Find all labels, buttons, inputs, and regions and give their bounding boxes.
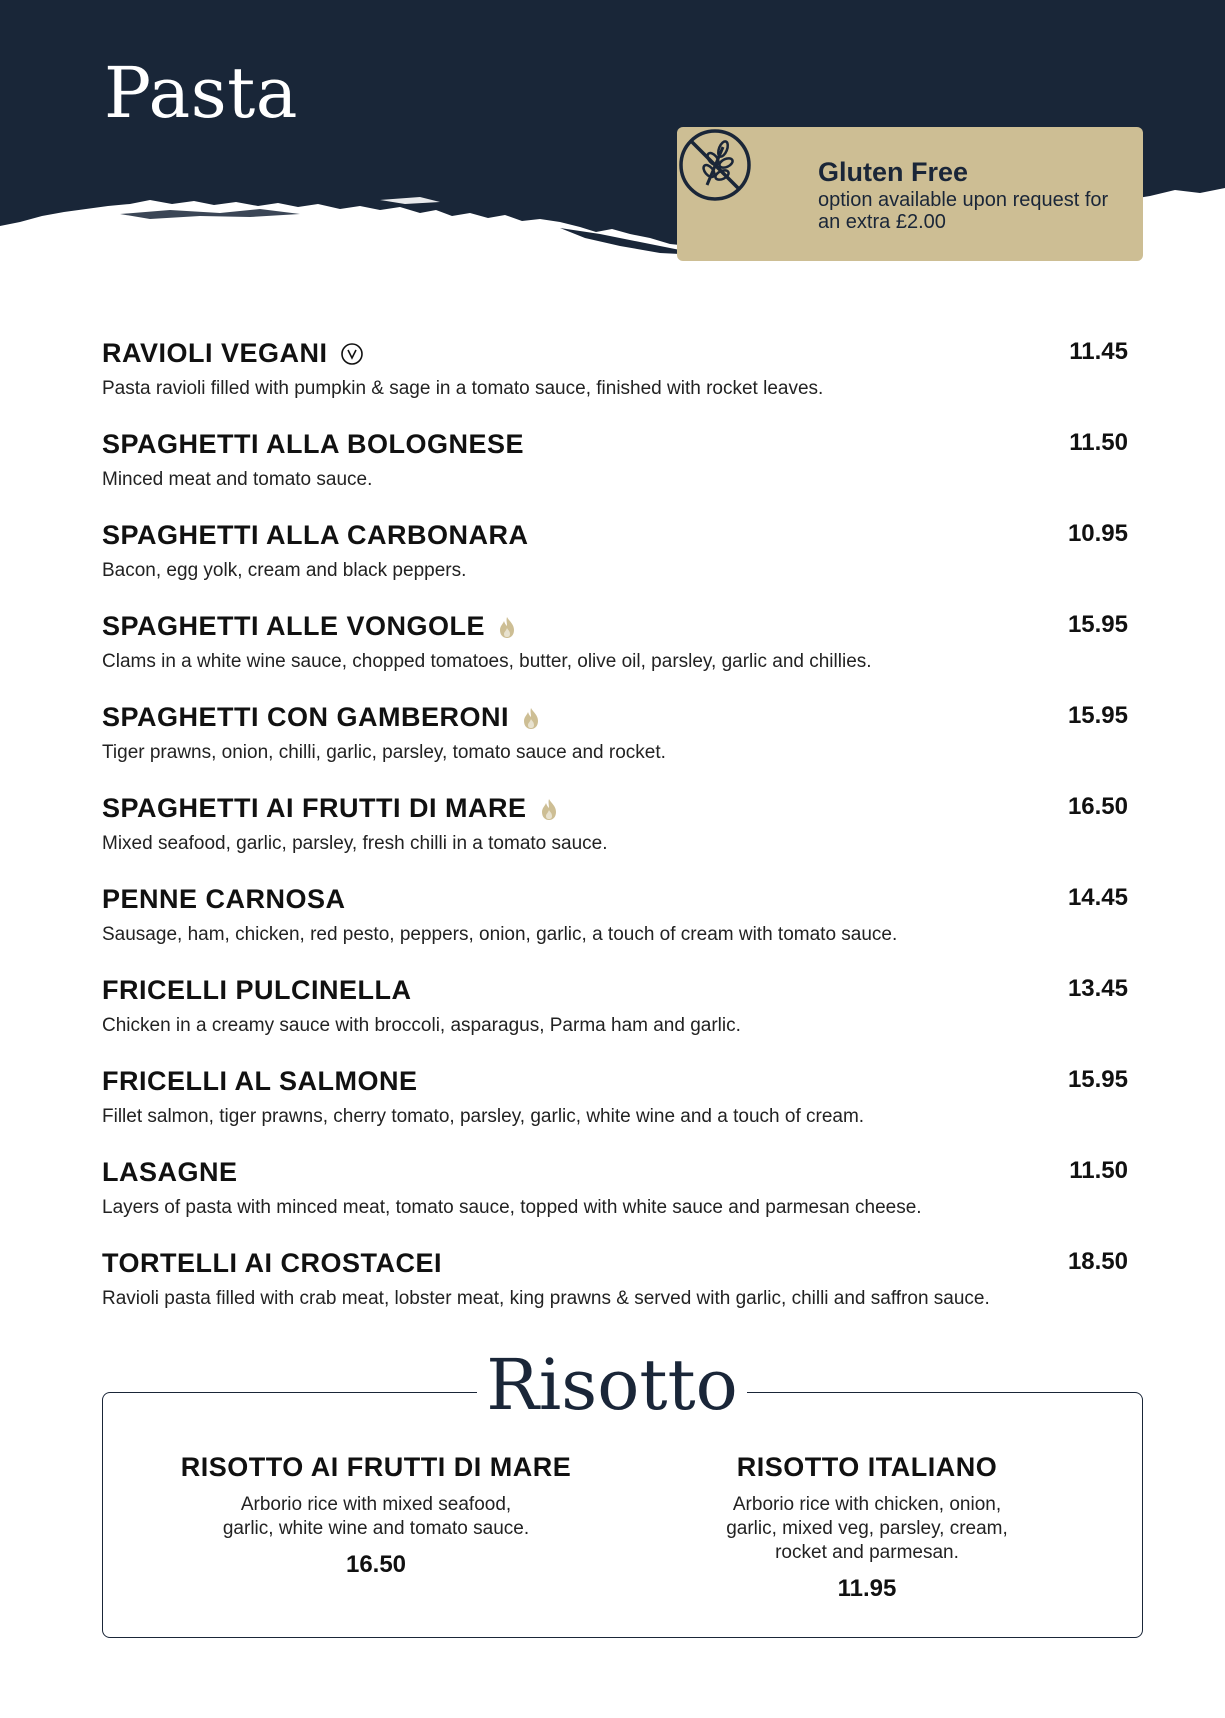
menu-item-price: 10.95 xyxy=(1067,520,1128,547)
menu-item-name: SPAGHETTI ALLE VONGOLE xyxy=(102,611,486,641)
menu-item-price: 11.45 xyxy=(1069,338,1128,365)
vegetarian-icon xyxy=(340,342,364,366)
menu-item-description: Mixed seafood, garlic, parsley, fresh chilli in a tomato sauce. xyxy=(102,833,608,854)
menu-item xyxy=(102,429,1128,520)
menu-item-price: 16.50 xyxy=(1067,793,1128,820)
chilli-flame-icon xyxy=(521,706,541,730)
gluten-free-title: Gluten Free xyxy=(818,157,969,187)
menu-item xyxy=(102,338,1128,429)
risotto-item-name: RISOTTO ITALIANO xyxy=(736,1452,998,1482)
menu-item xyxy=(102,1248,1128,1339)
menu-item xyxy=(102,1066,1128,1157)
pasta-menu-list xyxy=(102,338,1128,1339)
chilli-flame-icon xyxy=(497,615,517,639)
menu-item xyxy=(102,611,1128,702)
menu-item-name: SPAGHETTI AI FRUTTI DI MARE xyxy=(102,793,527,823)
menu-item-description: Pasta ravioli filled with pumpkin & sage in a tomato sauce, finished with rocket leaves. xyxy=(102,378,824,399)
menu-item xyxy=(102,884,1128,975)
risotto-title: Risotto xyxy=(477,1344,747,1426)
risotto-item-name: RISOTTO AI FRUTTI DI MARE xyxy=(180,1452,572,1482)
menu-item-price: 15.95 xyxy=(1067,1066,1128,1093)
menu-item-description: Ravioli pasta filled with crab meat, lobster meat, king prawns & served with garlic, chilli and saffron sauce. xyxy=(102,1288,990,1309)
menu-item-price: 13.45 xyxy=(1067,975,1128,1002)
menu-item-name: PENNE CARNOSA xyxy=(102,884,346,914)
menu-item xyxy=(102,975,1128,1066)
risotto-item xyxy=(627,1452,1107,1603)
risotto-item-price: 11.95 xyxy=(837,1575,897,1602)
menu-item-name: SPAGHETTI ALLA CARBONARA xyxy=(102,520,529,550)
menu-item-description: Chicken in a creamy sauce with broccoli, asparagus, Parma ham and garlic. xyxy=(102,1015,741,1036)
menu-item-price: 15.95 xyxy=(1067,702,1128,729)
gluten-free-description: option available upon request for an extra £2.00 xyxy=(818,189,1109,233)
menu-item-price: 18.50 xyxy=(1067,1248,1128,1275)
menu-item-price: 15.95 xyxy=(1067,611,1128,638)
menu-item-description: Tiger prawns, onion, chilli, garlic, parsley, tomato sauce and rocket. xyxy=(102,742,666,763)
menu-item-price: 11.50 xyxy=(1069,429,1128,456)
menu-item-name: LASAGNE xyxy=(102,1157,238,1187)
menu-item-name: SPAGHETTI CON GAMBERONI xyxy=(102,702,510,732)
menu-item-name: SPAGHETTI ALLA BOLOGNESE xyxy=(102,429,525,459)
menu-item xyxy=(102,1157,1128,1248)
risotto-item-description: Arborio rice with mixed seafood, garlic, white wine and tomato sauce. xyxy=(222,1494,530,1539)
menu-item xyxy=(102,702,1128,793)
menu-item-description: Minced meat and tomato sauce. xyxy=(102,469,373,490)
menu-item-name: FRICELLI AL SALMONE xyxy=(102,1066,418,1096)
risotto-item xyxy=(136,1452,616,1579)
menu-item xyxy=(102,793,1128,884)
menu-item-description: Fillet salmon, tiger prawns, cherry tomato, parsley, garlic, white wine and a touch of cream. xyxy=(102,1106,865,1127)
menu-item-description: Bacon, egg yolk, cream and black peppers. xyxy=(102,560,467,581)
menu-item-description: Clams in a white wine sauce, chopped tomatoes, butter, olive oil, parsley, garlic and chillies. xyxy=(102,651,872,672)
menu-item-name: TORTELLI AI CROSTACEI xyxy=(102,1248,442,1278)
menu-item-description: Sausage, ham, chicken, red pesto, peppers, onion, garlic, a touch of cream with tomato sauce. xyxy=(102,924,898,945)
chilli-flame-icon xyxy=(539,797,559,821)
risotto-item-price: 16.50 xyxy=(345,1551,407,1578)
menu-item xyxy=(102,520,1128,611)
page-title: Pasta xyxy=(104,52,298,134)
menu-item-name: FRICELLI PULCINELLA xyxy=(102,975,412,1005)
risotto-item-description: Arborio rice with chicken, onion, garlic, mixed veg, parsley, cream, rocket and parmesan. xyxy=(726,1494,1008,1563)
menu-item-price: 14.45 xyxy=(1067,884,1128,911)
menu-item-name: RAVIOLI VEGANI xyxy=(102,338,328,368)
no-gluten-icon xyxy=(677,127,753,203)
menu-item-description: Layers of pasta with minced meat, tomato sauce, topped with white sauce and parmesan cheese. xyxy=(102,1197,922,1218)
menu-item-price: 11.50 xyxy=(1069,1157,1128,1184)
gluten-free-badge xyxy=(677,127,1143,261)
header-banner xyxy=(0,0,1225,270)
